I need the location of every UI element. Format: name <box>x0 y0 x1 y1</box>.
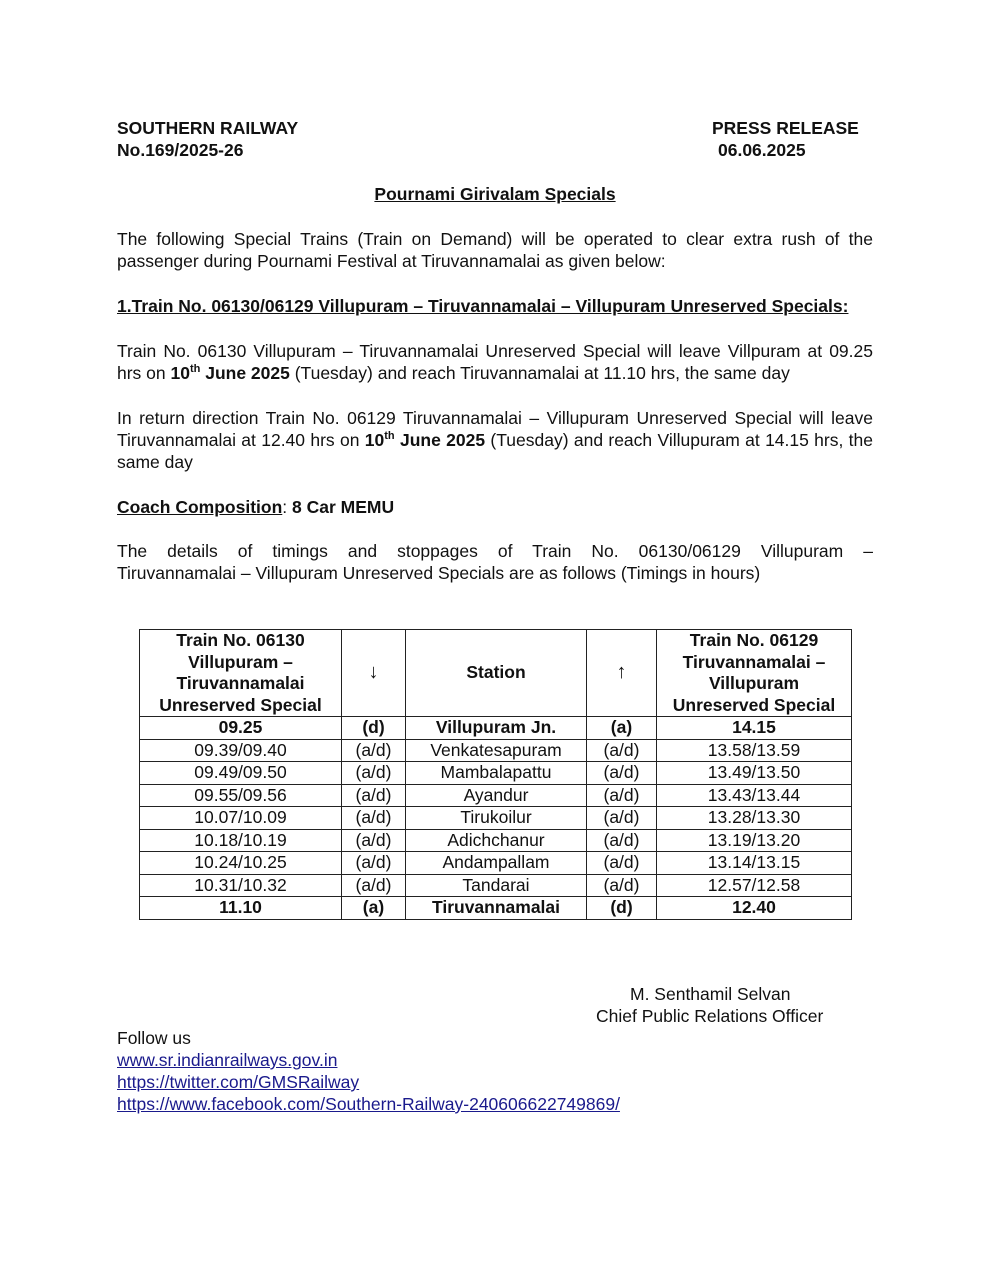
station-name: Tirukoilur <box>406 807 587 830</box>
header-train-06130: Train No. 06130 Villupuram – Tiruvannamalai Unreserved Special <box>140 630 342 717</box>
station-name: Mambalapattu <box>406 762 587 785</box>
table-row <box>140 784 852 807</box>
table-row <box>140 897 852 920</box>
up-arrow-icon: ↑ <box>587 630 657 717</box>
time-06130: 09.55/09.56 <box>140 784 342 807</box>
document-type: PRESS RELEASE <box>712 118 859 138</box>
outbound-text-post: (Tuesday) and reach Tiruvannamalai at 11.10 hrs, the same day <box>289 363 790 383</box>
time-06130: 10.31/10.32 <box>140 874 342 897</box>
coach-separator: : <box>282 497 293 517</box>
intro-paragraph: The following Special Trains (Train on Demand) will be operated to clear extra rush of the passenger during Pournami Festival at Tiruvannamalai as given below: <box>117 229 873 271</box>
outbound-paragraph <box>117 340 873 384</box>
return-day: 10 <box>364 430 385 450</box>
mark-06129: (a/d) <box>587 739 657 762</box>
station-name: Ayandur <box>406 784 587 807</box>
website-link[interactable]: www.sr.indianrailways.gov.in <box>117 1050 338 1070</box>
coach-value: 8 Car MEMU <box>292 497 395 517</box>
coach-label: Coach Composition <box>117 497 283 517</box>
letterhead <box>117 117 873 161</box>
return-paragraph <box>117 407 873 473</box>
time-06130: 11.10 <box>140 897 342 920</box>
station-name: Tiruvannamalai <box>406 897 587 920</box>
table-row <box>140 762 852 785</box>
table-row <box>140 874 852 897</box>
outbound-day: 10 <box>170 363 190 383</box>
return-day-suffix: th <box>384 430 395 443</box>
time-06129: 12.40 <box>657 897 852 920</box>
return-text-pre: In return direction Train No. 06129 Tiruvannamalai – Villupuram Unreserved Special will leave Tiruvannamalai at 12.40 hrs on <box>117 408 873 450</box>
time-06129: 13.28/13.30 <box>657 807 852 830</box>
release-date: 06.06.2025 <box>718 140 806 160</box>
signatory-designation: Chief Public Relations Officer <box>596 1006 824 1026</box>
organization-name: SOUTHERN RAILWAY <box>117 118 299 138</box>
header-station: Station <box>406 630 587 717</box>
timetable-body <box>140 717 852 920</box>
outbound-day-suffix: th <box>189 363 201 376</box>
time-06129: 13.19/13.20 <box>657 829 852 852</box>
station-name: Adichchanur <box>406 829 587 852</box>
station-name: Andampallam <box>406 852 587 875</box>
mark-06129: (a) <box>587 717 657 740</box>
outbound-month: June 2025 <box>200 363 290 383</box>
table-row <box>140 829 852 852</box>
mark-06130: (a/d) <box>342 852 406 875</box>
time-06130: 09.39/09.40 <box>140 739 342 762</box>
mark-06130: (a/d) <box>342 807 406 830</box>
details-line-2: Tiruvannamalai – Villupuram Unreserved Specials are as follows (Timings in hours) <box>117 563 761 583</box>
time-06129: 13.14/13.15 <box>657 852 852 875</box>
section-title: 1.Train No. 06130/06129 Villupuram – Tiruvannamalai – Villupuram Unreserved Specials: <box>117 296 849 316</box>
header-train-06129: Train No. 06129 Tiruvannamalai – Villupuram Unreserved Special <box>657 630 852 717</box>
mark-06130: (d) <box>342 717 406 740</box>
timetable <box>139 629 852 920</box>
details-paragraph <box>117 540 873 584</box>
station-name: Venkatesapuram <box>406 739 587 762</box>
twitter-link[interactable]: https://twitter.com/GMSRailway <box>117 1072 360 1092</box>
time-06130: 10.24/10.25 <box>140 852 342 875</box>
signatory-name: M. Senthamil Selvan <box>630 984 791 1004</box>
press-release-page <box>117 117 874 1114</box>
mark-06129: (d) <box>587 897 657 920</box>
reference-number: No.169/2025-26 <box>117 140 244 160</box>
mark-06130: (a/d) <box>342 829 406 852</box>
time-06129: 13.58/13.59 <box>657 739 852 762</box>
down-arrow-icon: ↓ <box>342 630 406 717</box>
mark-06129: (a/d) <box>587 852 657 875</box>
mark-06130: (a/d) <box>342 762 406 785</box>
time-06129: 13.49/13.50 <box>657 762 852 785</box>
table-row <box>140 852 852 875</box>
details-line-1: The details of timings and stoppages of Train No. 06130/06129 Villupuram – <box>117 541 873 561</box>
time-06129: 12.57/12.58 <box>657 874 852 897</box>
page-title: Pournami Girivalam Specials <box>374 184 616 204</box>
mark-06129: (a/d) <box>587 874 657 897</box>
time-06130: 10.07/10.09 <box>140 807 342 830</box>
mark-06129: (a/d) <box>587 784 657 807</box>
outbound-text-pre: Train No. 06130 Villupuram – Tiruvannamalai Unreserved Special will leave Villpuram at 09.25 hrs on <box>117 341 873 383</box>
facebook-link[interactable]: https://www.facebook.com/Southern-Railway-240606622749869/ <box>117 1094 620 1114</box>
time-06129: 13.43/13.44 <box>657 784 852 807</box>
mark-06130: (a/d) <box>342 739 406 762</box>
time-06130: 09.49/09.50 <box>140 762 342 785</box>
return-month: June 2025 <box>394 430 486 450</box>
table-row <box>140 807 852 830</box>
mark-06130: (a) <box>342 897 406 920</box>
mark-06129: (a/d) <box>587 829 657 852</box>
mark-06129: (a/d) <box>587 762 657 785</box>
table-row <box>140 717 852 740</box>
timetable-header-row <box>140 630 852 717</box>
follow-us-label: Follow us <box>117 1028 191 1048</box>
coach-composition <box>117 496 873 518</box>
station-name: Tandarai <box>406 874 587 897</box>
mark-06130: (a/d) <box>342 784 406 807</box>
follow-us-block <box>117 1027 620 1115</box>
time-06129: 14.15 <box>657 717 852 740</box>
time-06130: 10.18/10.19 <box>140 829 342 852</box>
return-text-post: (Tuesday) and reach Villupuram at 14.15 hrs, the same day <box>117 430 874 472</box>
table-row <box>140 739 852 762</box>
time-06130: 09.25 <box>140 717 342 740</box>
signature-block <box>596 983 856 1027</box>
mark-06129: (a/d) <box>587 807 657 830</box>
station-name: Villupuram Jn. <box>406 717 587 740</box>
mark-06130: (a/d) <box>342 874 406 897</box>
